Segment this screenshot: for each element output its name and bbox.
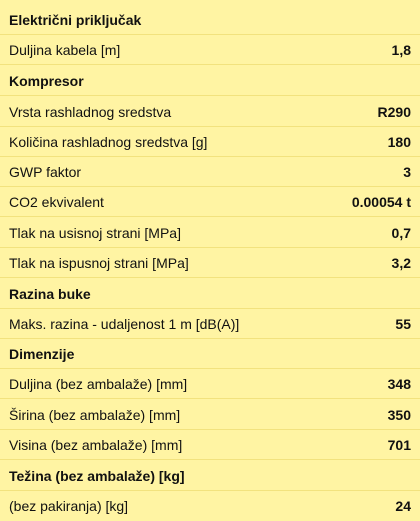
spec-label: Vrsta rashladnog sredstva (9, 103, 172, 120)
spec-row (0, 248, 420, 278)
spec-row (0, 218, 420, 248)
spec-value: 350 (387, 406, 411, 423)
spec-row (0, 400, 420, 430)
spec-row (0, 127, 420, 157)
spec-value: 3,2 (391, 254, 411, 271)
spec-label: Visina (bez ambalaže) [mm] (9, 436, 183, 453)
spec-value: 180 (387, 133, 411, 150)
spec-value: 55 (395, 315, 411, 332)
section-title: Kompresor (9, 72, 84, 89)
section-heading (0, 66, 420, 96)
spec-row (0, 187, 420, 217)
section-title: Dimenzije (9, 345, 75, 362)
spec-row (0, 369, 420, 399)
spec-label: Količina rashladnog sredstva [g] (9, 133, 208, 150)
section-heading (0, 461, 420, 491)
spec-row (0, 157, 420, 187)
spec-row (0, 97, 420, 127)
spec-label: CO2 ekvivalent (9, 193, 104, 210)
spec-label: Tlak na ispusnoj strani [MPa] (9, 254, 189, 271)
section-title: Razina buke (9, 285, 91, 302)
spec-label: (bez pakiranja) [kg] (9, 498, 129, 514)
spec-label: Maks. razina - udaljenost 1 m [dB(A)] (9, 315, 240, 332)
spec-row (0, 35, 420, 65)
section-title: Težina (bez ambalaže) [kg] (9, 467, 185, 484)
spec-value: R290 (377, 103, 411, 120)
section-heading (0, 5, 420, 35)
spec-label: Širina (bez ambalaže) [mm] (9, 406, 181, 423)
section-title: Električni priključak (9, 11, 142, 28)
spec-row (0, 430, 420, 460)
spec-value: 24 (395, 498, 411, 514)
spec-value: 0,7 (391, 224, 411, 241)
spec-label: GWP faktor (9, 163, 82, 180)
spec-value: 3 (403, 163, 411, 180)
spec-label: Duljina kabela [m] (9, 41, 121, 58)
spec-value: 348 (387, 375, 411, 392)
spec-row (0, 309, 420, 339)
spec-value: 701 (387, 436, 411, 453)
spec-label: Tlak na usisnoj strani [MPa] (9, 224, 181, 241)
spec-value: 1,8 (391, 41, 411, 58)
section-heading (0, 279, 420, 309)
spec-label: Duljina (bez ambalaže) [mm] (9, 375, 188, 392)
spec-row (0, 491, 420, 521)
spec-value: 0.00054 t (351, 193, 411, 210)
section-heading (0, 339, 420, 369)
